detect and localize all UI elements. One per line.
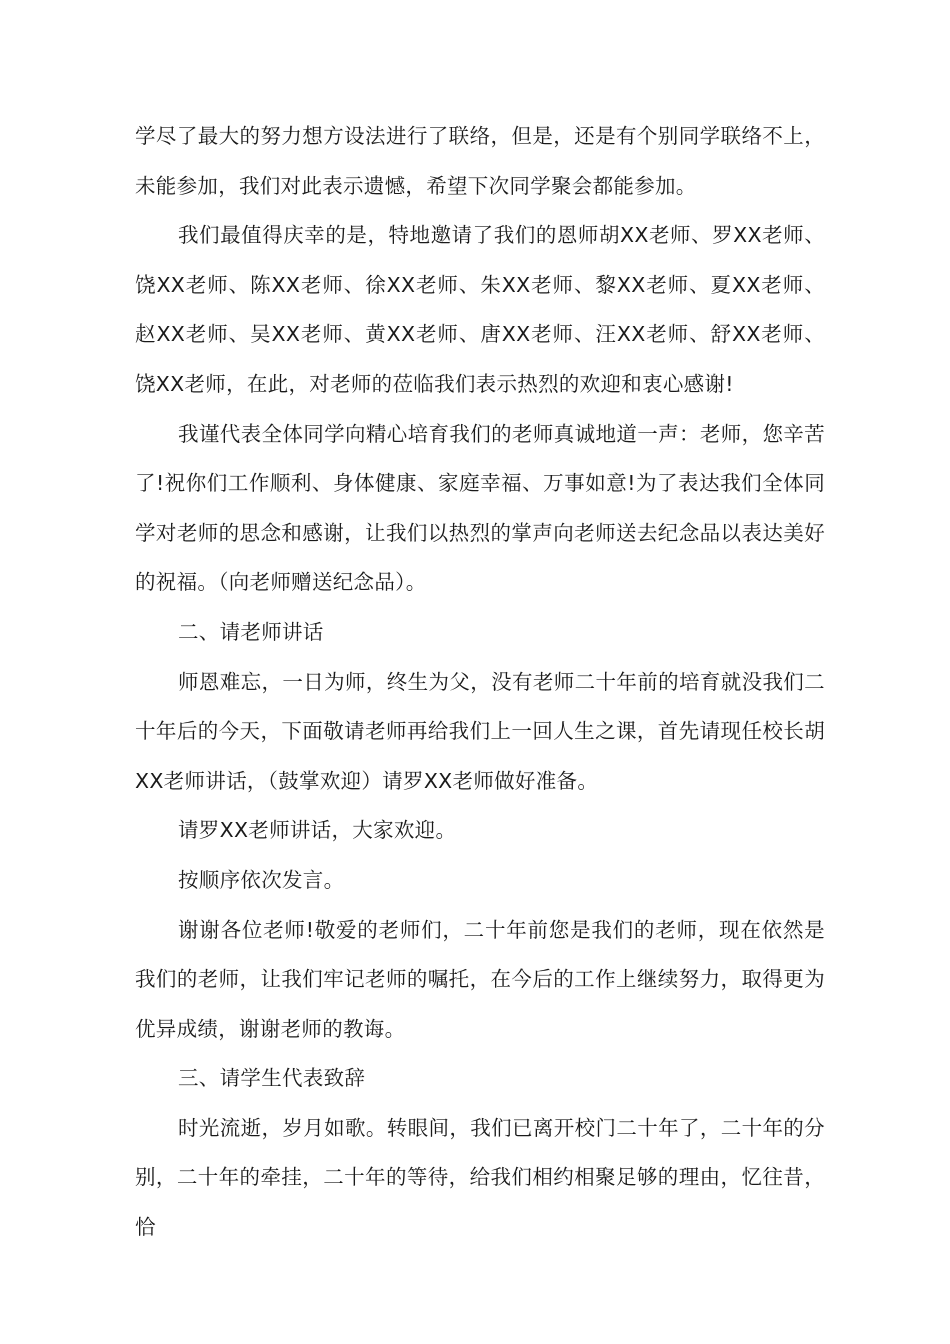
paragraph-thank-teachers-closing: 谢谢各位老师!敬爱的老师们，二十年前您是我们的老师，现在依然是我们的老师，让我们牢记老师的嘱托，在今后的工作上继续努力，取得更为优异成绩，谢谢老师的教诲。: [135, 917, 825, 1041]
paragraph-teachers-invited: 我们最值得庆幸的是，特地邀请了我们的恩师胡XX老师、罗XX老师、饶XX老师、陈XX老师、徐XX老师、朱XX老师、黎XX老师、夏XX老师、赵XX老师、吴XX老师、黄XX老师、唐XX老师、汪XX老师、舒XX老师、饶XX老师，在此，对老师的莅临我们表示热烈的欢迎和衷心感谢!: [135, 223, 825, 396]
paragraph-student-speech: 时光流逝，岁月如歌。转眼间，我们已离开校门二十年了，二十年的分别，二十年的牵挂，二十年的等待，给我们相约相聚足够的理由，忆往昔，恰: [135, 1115, 825, 1240]
paragraph-continuation: 学尽了最大的努力想方设法进行了联络，但是，还是有个别同学联络不上，未能参加，我们对此表示遗憾，希望下次同学聚会都能参加。: [135, 124, 825, 198]
paragraph-thanks-teachers: 我谨代表全体同学向精心培育我们的老师真诚地道一声：老师，您辛苦了!祝你们工作顺利、身体健康、家庭幸福、万事如意!为了表达我们全体同学对老师的思念和感谢，让我们以热烈的掌声向老师送去纪念品以表达美好的祝福。（向老师赠送纪念品）。: [135, 421, 825, 595]
section-heading-teacher-speech: 二、请老师讲话: [178, 619, 324, 644]
paragraph-invite-luo: 请罗XX老师讲话，大家欢迎。: [178, 818, 457, 843]
document-page: [135, 112, 825, 1253]
paragraph-teacher-speech-intro: 师恩难忘，一日为师，终生为父，没有老师二十年前的培育就没我们二十年后的今天，下面敬请老师再给我们上一回人生之课，首先请现任校长胡XX老师讲话，（鼓掌欢迎）请罗XX老师做好准备。: [135, 669, 825, 793]
section-heading-student-speech: 三、请学生代表致辞: [178, 1066, 366, 1091]
paragraph-order: 按顺序依次发言。: [178, 867, 345, 892]
